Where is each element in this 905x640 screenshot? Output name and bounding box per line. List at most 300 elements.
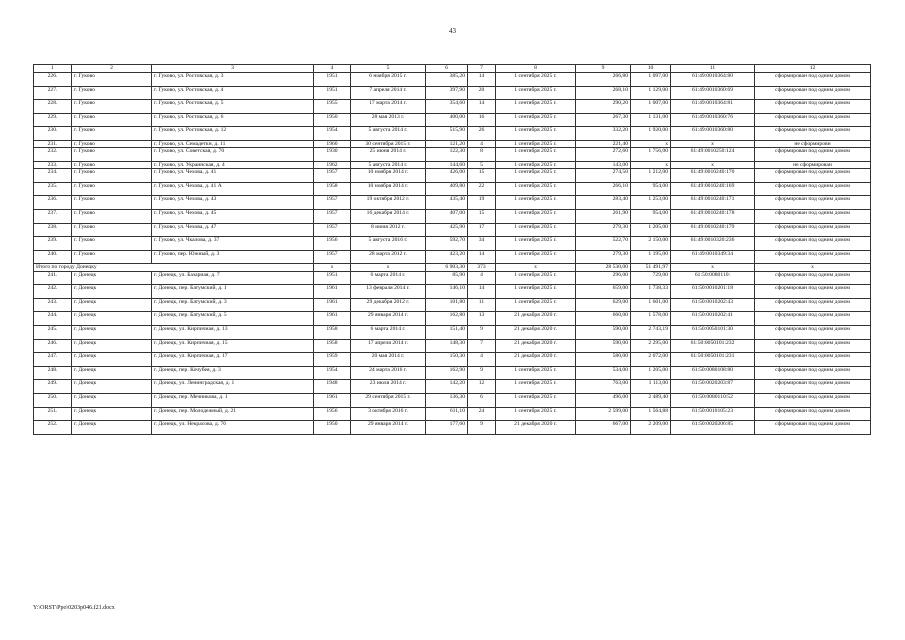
table-cell: 21 декабря 2020 г. [496, 312, 576, 326]
table-cell: 1957 [314, 196, 351, 210]
table-cell: 61:50:0010202:41 [671, 312, 755, 326]
table-cell: 245. [34, 325, 72, 339]
table-cell: г. Донецк, ул. Некрасова, д. 76 [152, 421, 314, 435]
table-cell: 24 марта 2016 г. [351, 366, 426, 380]
column-number-4: 4 [314, 65, 351, 73]
table-cell: 17 апреля 2014 г. [351, 339, 426, 353]
table-cell: 1951 [314, 73, 351, 87]
table-cell: 14 [468, 73, 496, 87]
table-row [34, 161, 871, 168]
table-cell: 660,00 [576, 312, 631, 326]
table-cell: 10 ноября 2014 г. [351, 182, 426, 196]
table-cell: 15 [468, 209, 496, 223]
table-cell: сформирован под одним домом [755, 209, 871, 223]
table-cell: 425,90 [426, 223, 468, 237]
table-cell: 1956 [314, 407, 351, 421]
table-cell: г. Донецк, пер. Мечникова, д. 1 [152, 393, 314, 407]
table-cell: 249. [34, 380, 72, 394]
table-cell: г. Гуково [72, 250, 152, 264]
table-row [34, 353, 871, 367]
table-cell: 1 007,00 [631, 100, 671, 114]
table-cell: г. Гуково [72, 196, 152, 210]
table-cell: 61:50:0010202:43 [671, 298, 755, 312]
table-cell: 247. [34, 353, 72, 367]
table-cell: 228. [34, 100, 72, 114]
table-cell: 233. [34, 161, 72, 168]
table-cell: 332,20 [576, 127, 631, 141]
table-cell: 61:50:0080108:80 [671, 366, 755, 380]
table-cell: сформирован под одним домом [755, 237, 871, 251]
table-cell: 21 декабря 2020 г. [496, 421, 576, 435]
column-number-7: 7 [468, 65, 496, 73]
table-cell: г. Донецк, пер. Батумский, д. 3 [152, 298, 314, 312]
table-row [34, 209, 871, 223]
table-cell: 423,20 [426, 250, 468, 264]
table-cell: г. Гуково, пер. Южный, д. 3 [152, 250, 314, 264]
table-row [34, 250, 871, 264]
table-cell: 7 апреля 2014 г. [351, 86, 426, 100]
table-row [34, 127, 871, 141]
table-cell: 21 декабря 2020 г. [496, 353, 576, 367]
table-cell: 1 сентября 2025 г. [496, 148, 576, 162]
table-cell: 1951 [314, 86, 351, 100]
table-cell: 1 сентября 2025 г. [496, 209, 576, 223]
column-number-2: 2 [72, 65, 152, 73]
table-row [34, 285, 871, 299]
table-cell: 611,10 [426, 407, 468, 421]
table-cell: 1 сентября 2025 г. [496, 298, 576, 312]
table-cell: 1930 [314, 148, 351, 162]
table-cell: 629,00 [576, 298, 631, 312]
table-cell: 435,40 [426, 196, 468, 210]
table-cell: 4 [468, 353, 496, 367]
table-cell: г. Донецк [72, 421, 152, 435]
table-cell: 1954 [314, 366, 351, 380]
table-row [34, 169, 871, 183]
table-cell: 20 [468, 86, 496, 100]
table-cell: 1948 [314, 380, 351, 394]
table-cell: 61:50:0020203:87 [671, 380, 755, 394]
table-cell: 1958 [314, 339, 351, 353]
table-cell: 26 [468, 127, 496, 141]
table-cell: г. Донецк [72, 407, 152, 421]
table-cell: 1 сентября 2025 г. [496, 393, 576, 407]
table-cell: 1 сентября 2025 г. [496, 140, 576, 147]
table-cell: 1 113,00 [631, 380, 671, 394]
table-cell: г. Гуково, ул. Советская, д. 70 [152, 148, 314, 162]
table-cell: 61:49:0010364:81 [671, 100, 755, 114]
table-cell: 1951 [314, 271, 351, 285]
table-cell: 590,00 [576, 325, 631, 339]
table-cell: сформирован под одним домом [755, 325, 871, 339]
table-cell: 1 сентября 2025 г. [496, 100, 576, 114]
table-cell: 226. [34, 73, 72, 87]
table-row [34, 196, 871, 210]
table-cell: 61:50:0010201:18 [671, 285, 755, 299]
table-cell: 28 марта 2012 г. [351, 250, 426, 264]
table-cell: 2 743,19 [631, 325, 671, 339]
table-cell: 2 295,00 [631, 339, 671, 353]
table-cell: 11 [468, 298, 496, 312]
table-cell: 162,80 [426, 312, 468, 326]
table-cell: г. Гуково [72, 100, 152, 114]
table-cell: г. Гуково [72, 209, 152, 223]
table-cell: сформирован под одним домом [755, 113, 871, 127]
table-cell: 238. [34, 223, 72, 237]
table-cell: г. Донецк [72, 339, 152, 353]
table-cell: 1 738,33 [631, 285, 671, 299]
table-cell: 1 сентября 2025 г. [496, 237, 576, 251]
table-cell: 61:50:0010105:23 [671, 407, 755, 421]
table-cell: 14 [468, 250, 496, 264]
table-cell: 177,60 [426, 421, 468, 435]
table-cell: 28 мая 2013 г. [351, 113, 426, 127]
table-cell: 1 сентября 2025 г. [496, 169, 576, 183]
table-cell: 61:50:0080110:52 [671, 393, 755, 407]
table-cell: 61:50:0050101:231 [671, 353, 755, 367]
table-cell: 261,90 [576, 209, 631, 223]
table-cell: 29 января 2014 г. [351, 312, 426, 326]
table-cell: 1961 [314, 393, 351, 407]
table-cell: 231. [34, 140, 72, 147]
table-cell: 5 [468, 161, 496, 168]
table-cell: 229. [34, 113, 72, 127]
table-cell: 1950 [314, 421, 351, 435]
table-cell: 234. [34, 169, 72, 183]
table-cell: 150,30 [426, 353, 468, 367]
table-cell: г. Гуково [72, 73, 152, 87]
table-cell: сформирован под одним домом [755, 312, 871, 326]
table-cell: г. Донецк [72, 380, 152, 394]
table-row [34, 380, 871, 394]
total-label: Итого по городу Донецку [34, 264, 314, 271]
table-cell: 1 253,00 [631, 196, 671, 210]
total-cell: 51 491,97 [631, 264, 671, 271]
table-cell: г. Донецк, пер. Молодежный, д. 21 [152, 407, 314, 421]
table-row [34, 298, 871, 312]
table-cell: 9 [468, 366, 496, 380]
table-cell: г. Донецк [72, 325, 152, 339]
table-cell: 1 сентября 2025 г. [496, 86, 576, 100]
table-cell: 61:49:0010240:179 [671, 223, 755, 237]
table-cell: 17 марта 2014 г. [351, 100, 426, 114]
table-cell: 12 [468, 380, 496, 394]
table-cell: 30 сентября 2015 г. [351, 140, 426, 147]
header-row [34, 65, 871, 73]
table-cell: 61:49:0010240:171 [671, 196, 755, 210]
table-cell: 235. [34, 182, 72, 196]
table-cell: 763,00 [576, 380, 631, 394]
table-cell: сформирован под одним домом [755, 285, 871, 299]
table-cell: 227. [34, 86, 72, 100]
table-cell: 21 декабря 2020 г. [496, 325, 576, 339]
table-cell: 15 [468, 169, 496, 183]
table-cell: г. Донецк [72, 353, 152, 367]
table-cell: 1957 [314, 209, 351, 223]
table-cell: 151,40 [426, 325, 468, 339]
table-cell: 61:49:0010240:170 [671, 169, 755, 183]
table-cell: 515,90 [426, 127, 468, 141]
table-row [34, 407, 871, 421]
table-row [34, 223, 871, 237]
table-cell: 252. [34, 421, 72, 435]
table-cell: 659,00 [576, 285, 631, 299]
total-row [34, 264, 871, 271]
table-cell: г. Гуково [72, 237, 152, 251]
table-cell: сформирован под одним домом [755, 100, 871, 114]
table-cell: г. Гуково, ул. Ростовская, д. 4 [152, 86, 314, 100]
table-cell: 3 октября 2016 г. [351, 407, 426, 421]
table-cell: г. Гуково [72, 127, 152, 141]
table-cell: 1 сентября 2025 г. [496, 285, 576, 299]
table-row [34, 366, 871, 380]
table-cell: 24 [468, 407, 496, 421]
table-cell: г. Донецк, пер. Батумский, д. 5 [152, 312, 314, 326]
table-cell: х [631, 140, 671, 147]
table-cell: г. Гуково, ул. Семадеткн, д. 11 [152, 140, 314, 147]
table-cell: 267,30 [576, 113, 631, 127]
table-cell: 144,60 [426, 161, 468, 168]
table-cell: сформирован под одним домом [755, 380, 871, 394]
file-path-footer: Y:\ORST\Ppo\0203p046.f21.docx [33, 605, 115, 611]
table-cell: 272,60 [576, 148, 631, 162]
table-cell: г. Гуково [72, 113, 152, 127]
table-cell: сформирован под одним домом [755, 421, 871, 435]
table-cell: г. Донецк, ул. Кирпичная, д. 13 [152, 325, 314, 339]
table-cell: 1 сентября 2025 г. [496, 380, 576, 394]
table-cell: 29 сентября 2015 г. [351, 393, 426, 407]
table-cell: 242. [34, 285, 72, 299]
table-cell: 122,30 [426, 148, 468, 162]
table-cell: г. Гуково, ул. Чехова, д. 41 [152, 169, 314, 183]
table-cell: 85,90 [426, 271, 468, 285]
table-row [34, 113, 871, 127]
table-cell: сформирован под одним домом [755, 86, 871, 100]
column-number-10: 10 [631, 65, 671, 73]
column-number-3: 3 [152, 65, 314, 73]
table-cell: х [671, 140, 755, 147]
table-row [34, 271, 871, 285]
column-number-11: 11 [671, 65, 755, 73]
table-cell: 522,70 [576, 237, 631, 251]
table-cell: сформирован под одним домом [755, 148, 871, 162]
table-cell: 29 декабря 2012 г. [351, 298, 426, 312]
table-cell: 14 [468, 100, 496, 114]
table-cell: 1 сентября 2025 г. [496, 271, 576, 285]
table-cell: сформирован под одним домом [755, 250, 871, 264]
total-cell: х [755, 264, 871, 271]
table-cell: 19 [468, 196, 496, 210]
table-cell: г. Донецк [72, 393, 152, 407]
table-cell: 61:49:0010360:80 [671, 127, 755, 141]
table-cell: 1 сентября 2025 г. [496, 407, 576, 421]
table-cell: г. Гуково [72, 86, 152, 100]
table-cell: 729,00 [631, 271, 671, 285]
table-cell: 400,00 [426, 113, 468, 127]
table-cell: 426,00 [426, 169, 468, 183]
table-cell: 1 195,00 [631, 250, 671, 264]
table-cell: 237. [34, 209, 72, 223]
table-cell: 8 июня 2012 г. [351, 223, 426, 237]
table-cell: г. Гуково, ул. Ростовская, д. 12 [152, 127, 314, 141]
table-cell: 279,30 [576, 223, 631, 237]
table-cell: сформирован под одним домом [755, 393, 871, 407]
table-cell: 101,80 [426, 298, 468, 312]
table-cell: 1 сентября 2025 г. [496, 196, 576, 210]
total-cell: 6 903,30 [426, 264, 468, 271]
table-cell: сформирован под одним домом [755, 298, 871, 312]
table-cell: 246. [34, 339, 72, 353]
table-cell: 1 129,00 [631, 86, 671, 100]
total-cell: 28 530,00 [576, 264, 631, 271]
table-cell: сформирован под одним домом [755, 366, 871, 380]
table-cell: г. Гуково, ул. Чехова, д. 47 [152, 223, 314, 237]
table-cell: 407,00 [426, 209, 468, 223]
total-cell: 373 [468, 264, 496, 271]
table-cell: 6 марта 2014 г. [351, 325, 426, 339]
table-cell: 296,00 [576, 271, 631, 285]
table-cell: 2 209,00 [631, 421, 671, 435]
table-cell: г. Гуково [72, 223, 152, 237]
table-cell: 9 [468, 325, 496, 339]
table-cell: не сформирован [755, 161, 871, 168]
table-cell: 136,30 [426, 393, 468, 407]
column-number-9: 9 [576, 65, 631, 73]
table-cell: г. Гуково, ул. Ростовская, д. 5 [152, 100, 314, 114]
table-row [34, 182, 871, 196]
table-cell: 279,30 [576, 250, 631, 264]
table-cell: 354,60 [426, 100, 468, 114]
table-cell: г. Донецк [72, 298, 152, 312]
table-cell: 268,10 [576, 86, 631, 100]
table-cell: сформирован под одним домом [755, 339, 871, 353]
table-cell: 4 [468, 140, 496, 147]
register-table [33, 64, 871, 435]
table-cell: 250. [34, 393, 72, 407]
table-cell: 1 сентября 2025 г. [496, 182, 576, 196]
table-cell: г. Донецк [72, 312, 152, 326]
table-cell: 13 февраля 2014 г. [351, 285, 426, 299]
table-cell: 5 августа 2014 г. [351, 127, 426, 141]
table-cell: 1957 [314, 169, 351, 183]
table-cell: не сформировн [755, 140, 871, 147]
table-cell: г. Донецк, ул. Кирпичная, д. 15 [152, 339, 314, 353]
table-cell: 29 января 2014 г. [351, 421, 426, 435]
table-cell: 6 [468, 393, 496, 407]
table-cell: 1961 [314, 285, 351, 299]
table-cell: 5 августа 2016 г. [351, 237, 426, 251]
table-cell: сформирован под одним домом [755, 169, 871, 183]
table-cell: 1 сентября 2025 г. [496, 161, 576, 168]
table-cell: 1954 [314, 127, 351, 141]
table-cell: 20 мая 2014 г. [351, 353, 426, 367]
table-cell: 7 [468, 339, 496, 353]
table-cell: 1 сентября 2025 г. [496, 223, 576, 237]
table-cell: 290,20 [576, 100, 631, 114]
table-cell: г. Донецк, ул. Базарная, д. 7 [152, 271, 314, 285]
table-cell: х [631, 161, 671, 168]
table-cell: 1957 [314, 250, 351, 264]
table-cell: 146,10 [426, 285, 468, 299]
table-cell: 266,80 [576, 73, 631, 87]
table-cell: 61:50:0050101:30 [671, 325, 755, 339]
table-cell: 248. [34, 366, 72, 380]
table-cell: 1 205,00 [631, 366, 671, 380]
table-cell: 61:49:0010349:34 [671, 250, 755, 264]
table-cell: 580,00 [576, 353, 631, 367]
table-cell: 1956 [314, 237, 351, 251]
table-cell: 5 августа 2014 г. [351, 161, 426, 168]
table-cell: г. Гуково, ул. Чехова, д. 45 [152, 209, 314, 223]
table-row [34, 421, 871, 435]
table-cell: 22 [468, 182, 496, 196]
table-cell: 1955 [314, 100, 351, 114]
table-cell: сформирован под одним домом [755, 182, 871, 196]
table-cell: 409,80 [426, 182, 468, 196]
table-cell: 241. [34, 271, 72, 285]
table-cell: 1 601,00 [631, 298, 671, 312]
table-cell: 2 072,00 [631, 353, 671, 367]
table-cell: 6 марта 2014 г. [351, 271, 426, 285]
table-cell: 1 131,00 [631, 113, 671, 127]
table-cell: 61:49:0010250:124 [671, 148, 755, 162]
table-cell: х [671, 161, 755, 168]
table-cell: 61:49:0010360:76 [671, 113, 755, 127]
table-cell: 954,00 [631, 182, 671, 196]
table-cell: 34 [468, 237, 496, 251]
table-cell: г. Гуково, ул. Ростовская, д. 3 [152, 73, 314, 87]
table-cell: 243. [34, 298, 72, 312]
column-number-5: 5 [351, 65, 426, 73]
table-row [34, 100, 871, 114]
table-cell: 1962 [314, 161, 351, 168]
table-cell: 1 сентября 2025 г. [496, 73, 576, 87]
table-cell: г. Донецк, пер. Кочубея, д. 3 [152, 366, 314, 380]
table-cell: г. Гуково [72, 169, 152, 183]
table-cell: 143,00 [576, 161, 631, 168]
table-cell: 1 сентября 2025 г. [496, 127, 576, 141]
total-cell: х [496, 264, 576, 271]
table-cell: сформирован под одним домом [755, 223, 871, 237]
table-cell: г. Гуково, ул. Ростовская, д. 6 [152, 113, 314, 127]
table-cell: сформирован под одним домом [755, 196, 871, 210]
table-cell: 61:50:0020206:85 [671, 421, 755, 435]
table-row [34, 237, 871, 251]
table-row [34, 140, 871, 147]
table-cell: 23 июля 2014 г. [351, 380, 426, 394]
table-cell: 162,90 [426, 366, 468, 380]
table-cell: 21 декабря 2020 г. [496, 339, 576, 353]
table-cell: г. Донецк, ул. Кирпичная, д. 17 [152, 353, 314, 367]
total-cell: х [351, 264, 426, 271]
table-cell: г. Гуково, ул. Чкалова, д. 37 [152, 237, 314, 251]
table-cell: 17 [468, 223, 496, 237]
table-cell: 61:50:0050101:232 [671, 339, 755, 353]
table-row [34, 325, 871, 339]
table-cell: 16 [468, 113, 496, 127]
table-cell: сформирован под одним домом [755, 271, 871, 285]
table-cell: г. Гуково, ул. Чехова, д. 41 А [152, 182, 314, 196]
table-cell: 397,90 [426, 86, 468, 100]
table-cell: сформирован под одним домом [755, 73, 871, 87]
table-cell: 590,00 [576, 339, 631, 353]
table-cell: 61:49:0010320:236 [671, 237, 755, 251]
table-cell: 1 212,00 [631, 169, 671, 183]
table-cell: 534,00 [576, 366, 631, 380]
table-cell: 1959 [314, 353, 351, 367]
table-cell: 244. [34, 312, 72, 326]
table-cell: 1 564,88 [631, 407, 671, 421]
